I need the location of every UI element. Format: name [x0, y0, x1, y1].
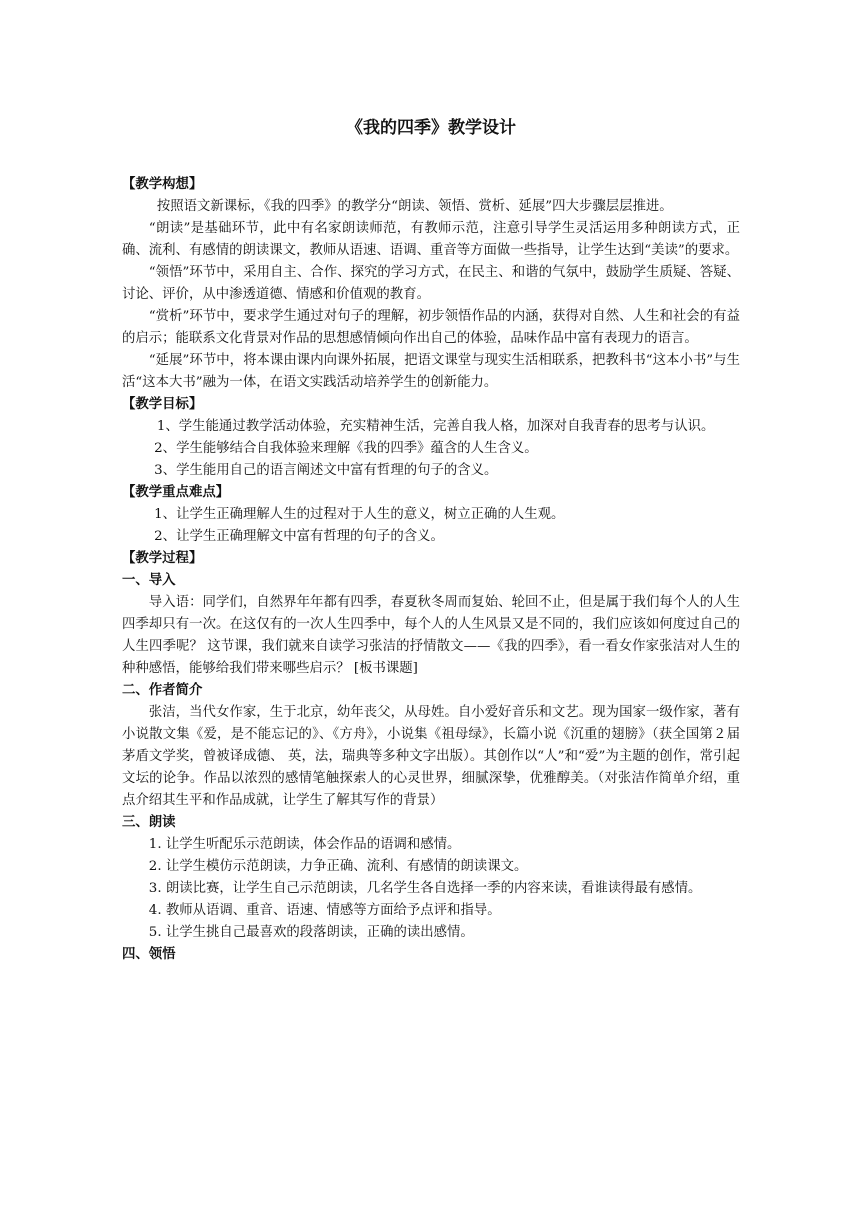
paragraph: 导入语：同学们，自然界年年都有四季，春夏秋冬周而复始、轮回不止，但是属于我们每个人的人生四季却只有一次。在这仅有的一次人生四季中，每个人的人生风景又是不同的，我们应该如何度过自己的人生四季呢？ 这节课，我们就来自读学习张洁的抒情散文——《我的四季》，看一看女作家张洁对人生的种种感悟，能够给我们带来哪些启示？ [板书课题]: [122, 595, 740, 676]
document-body: [122, 174, 740, 966]
section-heading-keypoints: 【教学重点难点】: [122, 485, 230, 500]
reading-item: 5. 让学生挑自己最喜欢的段落朗读，正确的读出感情。: [148, 925, 474, 940]
paragraph: “朗读”是基础环节，此中有名家朗读师范，有教师示范，注意引导学生灵活运用多种朗读方式，正确、流利、有感情的朗读课文，教师从语速、语调、重音等方面做一些指导，让学生达到“美读”的要求。: [122, 221, 740, 258]
section-heading-process: 【教学过程】: [122, 551, 203, 566]
section-heading-concept: 【教学构想】: [122, 177, 203, 192]
goal-item: 2、学生能够结合自我体验来理解《我的四季》蕴含的人生含义。: [154, 441, 538, 456]
paragraph: 张洁，当代女作家，生于北京，幼年丧父，从母姓。自小爱好音乐和文艺。现为国家一级作家，著有小说散文集《爱，是不能忘记的》、《方舟》，小说集《祖母绿》，长篇小说《沉重的翅膀》（获全国第２届茅盾文学奖，曾被译成德、 英，法，瑞典等多种文字出版）。其创作以“人”和“爱”为主题的创作，常引起文坛的论争。作品以浓烈的感情笔触探索人的心灵世界，细腻深挚，优雅醇美。（对张洁作简单介绍，重点介绍其生平和作品成就，让学生了解其写作的背景）: [122, 705, 740, 808]
paragraph: “赏析”环节中，要求学生通过对句子的理解，初步领悟作品的内涵，获得对自然、人生和社会的有益的启示；能联系文化背景对作品的思想感情倾向作出自己的体验，品味作品中富有表现力的语言。: [122, 309, 740, 346]
goal-item: 3、学生能用自己的语言阐述文中富有哲理的句子的含义。: [154, 463, 498, 478]
goal-item: 1、学生能通过教学活动体验，充实精神生活，完善自我人格，加深对自我青春的思考与认识。: [156, 419, 715, 434]
subsection-heading-reading: 三、朗读: [122, 815, 176, 830]
paragraph: “延展”环节中，将本课由课内向课外拓展，把语文课堂与现实生活相联系，把教科书“这本小书”与生活“这本大书”融为一体，在语文实践活动培养学生的创新能力。: [122, 353, 740, 390]
paragraph: 按照语文新课标，《我的四季》的教学分“朗读、领悟、赏析、延展”四大步骤层层推进。: [156, 199, 673, 214]
reading-item: 2. 让学生模仿示范朗读，力争正确、流利、有感情的朗读课文。: [148, 859, 528, 874]
subsection-heading-author: 二、作者简介: [122, 683, 203, 698]
reading-item: 3. 朗读比赛，让学生自己示范朗读，几名学生各自选择一季的内容来读，看谁读得最有感情。: [148, 881, 702, 896]
keypoint-item: 1、让学生正确理解人生的过程对于人生的意义，树立正确的人生观。: [154, 507, 565, 522]
subsection-heading-intro: 一、导入: [122, 573, 176, 588]
reading-item: 4. 教师从语调、重音、语速、情感等方面给予点评和指导。: [148, 903, 501, 918]
paragraph: “领悟”环节中，采用自主、合作、探究的学习方式，在民主、和谐的气氛中，鼓励学生质疑、答疑、讨论、评价，从中渗透道德、情感和价值观的教育。: [122, 265, 740, 302]
subsection-heading-insight: 四、领悟: [122, 947, 176, 962]
keypoint-item: 2、让学生正确理解文中富有哲理的句子的含义。: [154, 529, 444, 544]
document-title: 《我的四季》教学设计: [346, 118, 516, 138]
reading-item: 1. 让学生听配乐示范朗读，体会作品的语调和感情。: [148, 837, 461, 852]
section-heading-goals: 【教学目标】: [122, 397, 203, 412]
